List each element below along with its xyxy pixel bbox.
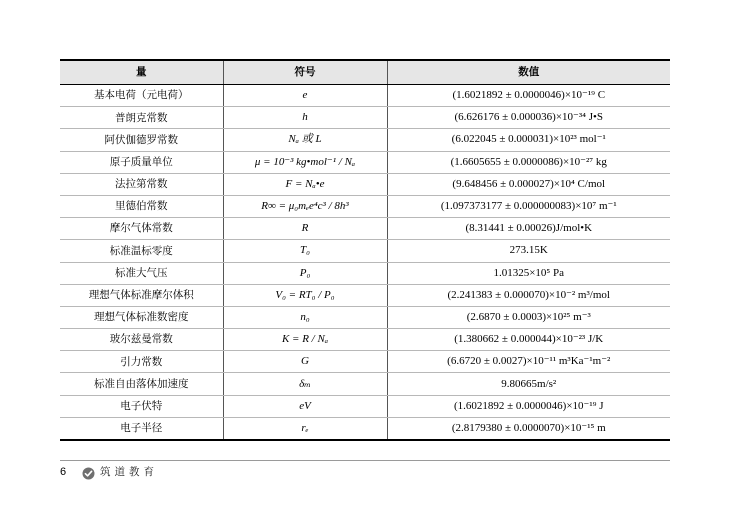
quantity-name: 里德伯常数 — [60, 195, 223, 217]
quantity-value: (6.6720 ± 0.0027)×10⁻¹¹ m³Ka⁻¹m⁻² — [387, 351, 670, 373]
quantity-symbol: G — [223, 351, 387, 373]
quantity-name: 理想气体标准数密度 — [60, 306, 223, 328]
quantity-symbol: Nₐ 或 L — [223, 129, 387, 151]
table-row — [60, 373, 670, 395]
quantity-name: 理想气体标准摩尔体积 — [60, 284, 223, 306]
checkmark-circle-icon — [82, 465, 95, 478]
column-header-quantity: 量 — [60, 60, 223, 85]
table-row — [60, 129, 670, 151]
quantity-symbol: μ = 10⁻³ kg•mol⁻¹ / Nₐ — [223, 151, 387, 173]
table-row — [60, 240, 670, 262]
quantity-symbol: V₀ = RT₀ / P₀ — [223, 284, 387, 306]
quantity-name: 引力常数 — [60, 351, 223, 373]
quantity-value: 1.01325×10⁵ Pa — [387, 262, 670, 284]
quantity-value: (1.6021892 ± 0.0000046)×10⁻¹⁹ C — [387, 85, 670, 107]
quantity-value: 9.80665m/s² — [387, 373, 670, 395]
table-row — [60, 284, 670, 306]
quantity-name: 标准大气压 — [60, 262, 223, 284]
quantity-symbol: T₀ — [223, 240, 387, 262]
footer-divider — [60, 460, 670, 461]
quantity-symbol: e — [223, 85, 387, 107]
quantity-name: 标准自由落体加速度 — [60, 373, 223, 395]
quantity-value: (2.241383 ± 0.000070)×10⁻² m³/mol — [387, 284, 670, 306]
quantity-symbol: δₘ — [223, 373, 387, 395]
quantity-value: (2.8179380 ± 0.0000070)×10⁻¹⁵ m — [387, 417, 670, 440]
brand-mark — [82, 464, 158, 479]
quantity-value: (6.626176 ± 0.000036)×10⁻³⁴ J•S — [387, 107, 670, 129]
quantity-value: (2.6870 ± 0.0003)×10²⁵ m⁻³ — [387, 306, 670, 328]
quantity-value: (1.380662 ± 0.000044)×10⁻²³ J/K — [387, 329, 670, 351]
table-row — [60, 395, 670, 417]
quantity-name: 标准温标零度 — [60, 240, 223, 262]
table-row — [60, 329, 670, 351]
physical-constants-table — [60, 59, 670, 441]
table-row — [60, 306, 670, 328]
table-row — [60, 173, 670, 195]
quantity-symbol: rₑ — [223, 417, 387, 440]
table-row — [60, 195, 670, 217]
quantity-name: 阿伏伽德罗常数 — [60, 129, 223, 151]
column-header-symbol: 符号 — [223, 60, 387, 85]
quantity-symbol: R∞ = μ₀mₑe⁴c³ / 8h³ — [223, 195, 387, 217]
quantity-symbol: eV — [223, 395, 387, 417]
quantity-value: 273.15K — [387, 240, 670, 262]
quantity-value: (6.022045 ± 0.000031)×10²³ mol⁻¹ — [387, 129, 670, 151]
table-header-row — [60, 60, 670, 85]
table-row — [60, 107, 670, 129]
quantity-value: (1.6021892 ± 0.0000046)×10⁻¹⁹ J — [387, 395, 670, 417]
table-row — [60, 417, 670, 440]
quantity-name: 基本电荷（元电荷） — [60, 85, 223, 107]
page-number: 6 — [60, 466, 67, 478]
quantity-symbol: F = Nₐ•e — [223, 173, 387, 195]
quantity-value: (8.31441 ± 0.00026)J/mol•K — [387, 218, 670, 240]
quantity-symbol: h — [223, 107, 387, 129]
table-row — [60, 151, 670, 173]
column-header-value: 数值 — [387, 60, 670, 85]
quantity-symbol: n₀ — [223, 306, 387, 328]
quantity-value: (1.6605655 ± 0.0000086)×10⁻²⁷ kg — [387, 151, 670, 173]
quantity-value: (9.648456 ± 0.000027)×10⁴ C/mol — [387, 173, 670, 195]
quantity-symbol: P₀ — [223, 262, 387, 284]
quantity-name: 普朗克常数 — [60, 107, 223, 129]
quantity-name: 电子半径 — [60, 417, 223, 440]
quantity-name: 摩尔气体常数 — [60, 218, 223, 240]
quantity-name: 电子伏特 — [60, 395, 223, 417]
quantity-value: (1.097373177 ± 0.000000083)×10⁷ m⁻¹ — [387, 195, 670, 217]
brand-name: 筑道教育 — [100, 466, 158, 478]
table-row — [60, 351, 670, 373]
table-row — [60, 218, 670, 240]
quantity-symbol: R — [223, 218, 387, 240]
table-row — [60, 85, 670, 107]
quantity-symbol: K = R / Nₐ — [223, 329, 387, 351]
table-row — [60, 262, 670, 284]
quantity-name: 玻尔兹曼常数 — [60, 329, 223, 351]
quantity-name: 法拉第常数 — [60, 173, 223, 195]
quantity-name: 原子质量单位 — [60, 151, 223, 173]
